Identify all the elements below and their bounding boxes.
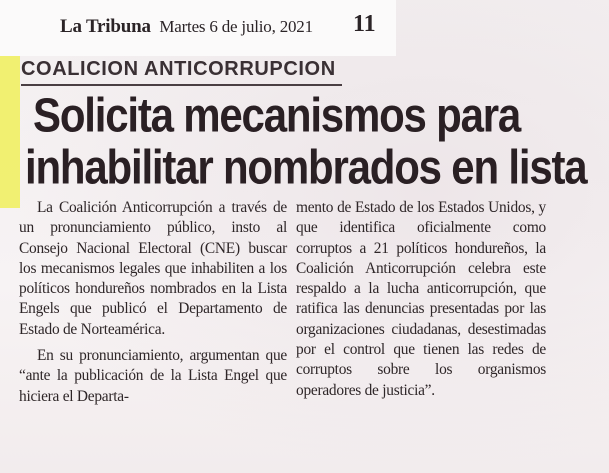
page-number: 11: [353, 11, 376, 37]
kicker-underline: [21, 84, 342, 86]
headline-line-1: Solicita mecanismos para: [33, 88, 521, 143]
section-kicker: COALICION ANTICORRUPCION: [21, 58, 336, 80]
masthead: [0, 0, 396, 56]
article-column-1: [19, 198, 287, 407]
paragraph-3: mento de Estado de los Estados Unidos, y que identifica oficialmente como corruptos a 21 políticos hondureños, la Coalición Anticorrupción celebra este respaldo a la lucha anticorrupción, que ratifica las denuncias presentadas por las organizaciones ciudadanas, desestimadas por el control que tienen las redes de corruptos sobre los organismos operadores de justicia”.: [296, 199, 546, 399]
paragraph-1: La Coalición Anticorrupción a través de un pronunciamiento público, insto al Consejo Nacional Electoral (CNE) buscar los mecanismos legales que inhabiliten a los políticos hondureños nombrados en la Lista Engels que publicó el Departamento de Estado de Norteamérica.: [19, 199, 287, 338]
paragraph-2: En su pronunciamiento, argumentan que “ante la publicación de la Lista Engel que hiciera el Departa-: [19, 347, 287, 405]
article-column-2: [296, 198, 546, 401]
masthead-line: [60, 16, 313, 38]
publication-date: Martes 6 de julio, 2021: [159, 17, 313, 36]
headline-line-2: inhabilitar nombrados en lista: [25, 140, 587, 195]
highlighter-mark: [0, 56, 20, 208]
newspaper-name: La Tribuna: [60, 16, 151, 37]
